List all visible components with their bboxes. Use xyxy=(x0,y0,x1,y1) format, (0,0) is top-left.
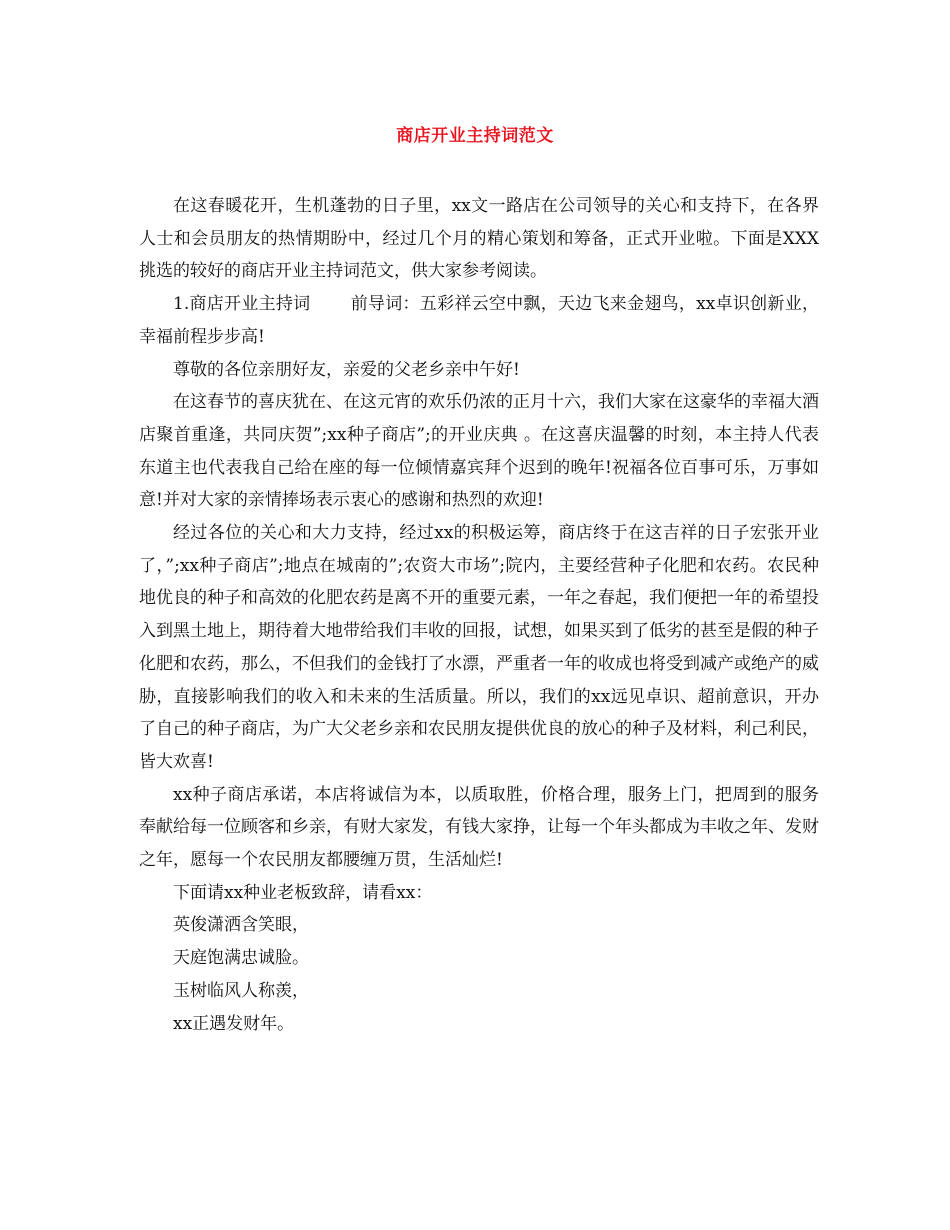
store-opening-paragraph: 经过各位的关心和大力支持，经过xx的积极运筹，商店终于在这吉祥的日子宏张开业了，”;xx种子商店”;地点在城南的”;农资大市场”;院内，主要经营种子化肥和农药。农民种地优良的种子和高效的化肥农药是离不开的重要元素，一年之春起，我们便把一年的希望投入到黑土地上，期待着大地带给我们丰收的回报，试想，如果买到了低劣的甚至是假的种子化肥和农药，那么，不但我们的金钱打了水漂，严重者一年的收成也将受到减产或绝产的威胁，直接影响我们的收入和未来的生活质量。所以，我们的xx远见卓识、超前意识，开办了自己的种子商店，为广大父老乡亲和农民朋友提供优良的放心的种子及材料，利己利民，皆大欢喜! xyxy=(139,523,819,772)
section-intro: 前导词：五彩祥云空中飘，天边飞来金翅鸟，xx卓识创新业，幸福前程步步高! xyxy=(139,294,819,347)
section-paragraph xyxy=(139,288,819,353)
verse-line: 玉树临风人称羡， xyxy=(173,980,309,1001)
verse-line: 英俊潇洒含笑眼， xyxy=(173,915,309,936)
section-heading: 1.商店开业主持词 xyxy=(173,294,311,315)
verse-line: 天庭饱满忠诚脸。 xyxy=(173,948,309,969)
verse-line: xx正遇发财年。 xyxy=(173,1013,295,1034)
invitation-paragraph: 下面请xx种业老板致辞，请看xx： xyxy=(173,882,433,903)
intro-paragraph: 在这春暖花开，生机蓬勃的日子里，xx文一路店在公司领导的关心和支持下，在各界人士和会员朋友的热情期盼中，经过几个月的精心策划和筹备，正式开业啦。下面是XXX挑选的较好的商店开业主持词范文，供大家参考阅读。 xyxy=(139,196,819,282)
document-title: 商店开业主持词范文 xyxy=(396,126,554,146)
greeting-paragraph: 尊敬的各位亲朋好友，亲爱的父老乡亲中午好! xyxy=(173,359,520,380)
document-body xyxy=(139,190,819,1040)
promise-paragraph: xx种子商店承诺，本店将诚信为本，以质取胜，价格合理，服务上门，把周到的服务奉献给每一位顾客和乡亲，有财大家发，有钱大家挣，让每一个年头都成为丰收之年、发财之年，愿每一个农民朋友都腰缠万贯，生活灿烂! xyxy=(139,784,819,871)
celebration-paragraph: 在这春节的喜庆犹在、在这元宵的欢乐仍浓的正月十六，我们大家在这豪华的幸福大酒店聚首重逢，共同庆贺”;xx种子商店”;的开业庆典 。在这喜庆温馨的时刻，本主持人代表东道主也代表我自己给在座的每一位倾情嘉宾拜个迟到的晚年!祝福各位百事可乐，万事如意!并对大家的亲情捧场表示衷心的感谢和热烈的欢迎! xyxy=(139,392,819,511)
